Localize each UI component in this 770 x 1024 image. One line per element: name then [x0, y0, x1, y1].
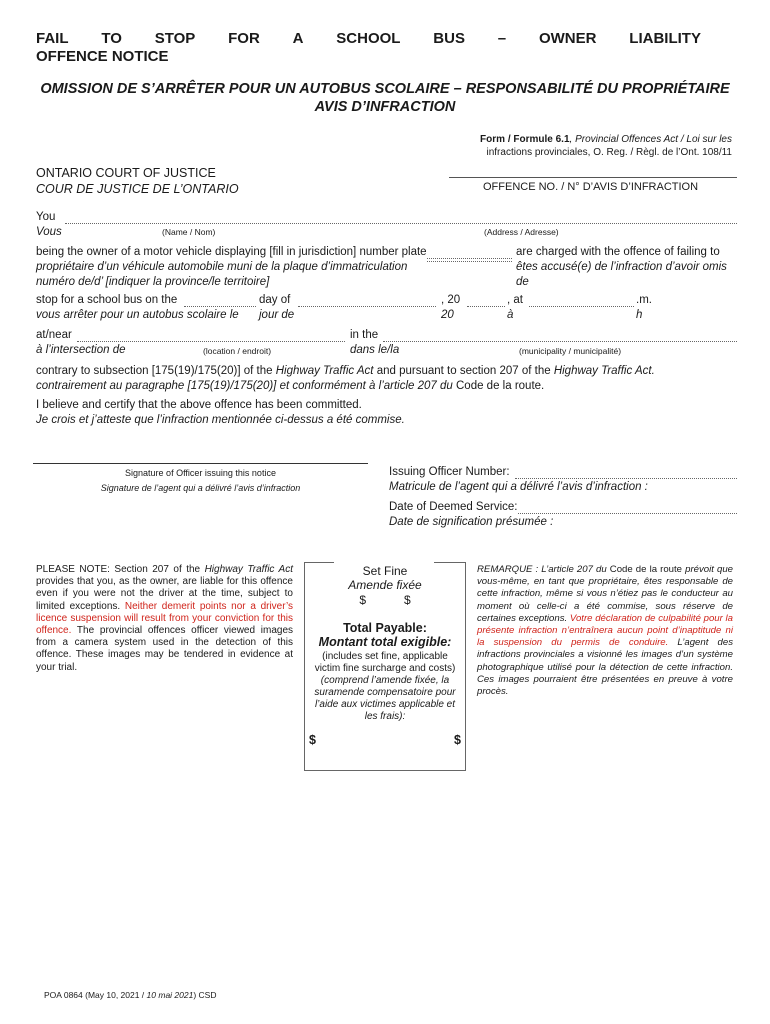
year-label: , 20 20	[441, 294, 461, 321]
french-note: REMARQUE : L’article 207 du Code de la route prévoit que vous-même, en tant que propriétaire, êtes responsable de cette infraction, même si vous n’étiez pas le conducteur au moment où celle-ci a été commise, sous réserve de certaines exceptions. Votre déclaration de culpabilité pour la présente infraction n’entraînera aucun point d’inaptitude ni la suspension du permis de conduire. L’agent des infractions provinciales a visionné les images d’un système photographique utilisé pour la détection de cette infraction. Ces images pourraient être présentées en preuve à votre procès.	[477, 564, 734, 698]
name-caption: (Name / Nom)	[162, 227, 216, 237]
time-unit-label: .m. h	[636, 294, 652, 321]
signature-line[interactable]	[33, 463, 368, 464]
french-title: OMISSION DE S’ARRÊTER POUR UN AUTOBUS SCOLAIRE – RESPONSABILITÉ DU PROPRIÉTAIRE AVIS D’INFRACTION	[40, 81, 730, 115]
total-payable-label: Total Payable:	[343, 621, 427, 635]
municipality-caption: (municipality / municipalité)	[519, 346, 622, 356]
set-fine-label: Set Fine	[362, 564, 408, 578]
english-note: PLEASE NOTE: Section 207 of the Highway Traffic Act provides that you, as the owner, are liable for this offence even if you were not the driver at the time, subject to limited exceptions. Neither demerit points nor a driver’s licence suspension will result from your conviction for this offence. The provincial offences officer viewed images from a camera system used in the detection of this offence. These images may be tendered in evidence at your trial.	[36, 564, 293, 673]
fine-box-top-left	[304, 562, 334, 563]
total-payable-amount[interactable]: $ $	[309, 733, 461, 747]
day-field[interactable]	[184, 293, 256, 307]
stop-label: stop for a school bus on the vous arrêter pour un autobus scolaire le	[36, 294, 239, 321]
year-field[interactable]	[467, 293, 505, 307]
location-label: at/near à l’intersection de	[36, 329, 126, 356]
time-field[interactable]	[529, 293, 634, 307]
time-at-label: , at à	[507, 294, 523, 321]
location-caption: (location / endroit)	[203, 346, 272, 356]
address-caption: (Address / Adresse)	[484, 227, 559, 237]
form-footer: POA 0864 (May 10, 2021 / 10 mai 2021) CSD	[44, 990, 217, 1000]
municipality-field[interactable]	[383, 328, 737, 342]
deemed-service-field[interactable]	[518, 500, 737, 514]
fine-box	[304, 562, 466, 771]
offence-number-label: OFFENCE NO. / N° D’AVIS D’INFRACTION	[483, 181, 699, 193]
english-title-line1: FAIL TO STOP FOR A SCHOOL BUS – OWNER LIABILITY	[36, 30, 701, 47]
you-label: You Vous	[36, 211, 62, 238]
municipality-label: in the dans le/la	[350, 329, 400, 356]
officer-number-label: Issuing Officer Number: Matricule de l’agent qui a délivré l’avis d’infraction :	[389, 466, 648, 493]
day-of-label: day of jour de	[259, 294, 295, 321]
owner-statement: being the owner of a motor vehicle displaying [fill in jurisdiction] number plate propriétaire d’un véhicule automobile muni de la plaque d’immatriculation numéro de/d’ [indiquer la province/le territoire]	[36, 246, 427, 288]
signature-caption: Signature of Officer issuing this notice Signature de l’agent qui a délivré l’avis d’infraction	[100, 468, 301, 493]
officer-number-field[interactable]	[515, 465, 737, 479]
plate-number-field[interactable]	[427, 245, 512, 259]
form-reference: Form / Formule 6.1, Provincial Offences Act / Loi sur les infractions provinciales, O. Reg. / Règl. de l’Ont. 108/11	[480, 134, 732, 158]
location-field[interactable]	[77, 328, 345, 342]
fine-box-top-right	[434, 562, 465, 563]
deemed-service-label: Date of Deemed Service: Date de signification présumée :	[389, 501, 554, 528]
montant-total-label: Montant total exigible:	[318, 635, 452, 649]
offence-number-field[interactable]	[449, 167, 737, 178]
name-address-field[interactable]	[65, 210, 737, 224]
english-title-line2: OFFENCE NOTICE	[36, 48, 169, 65]
set-fine-amount[interactable]: $ $	[359, 593, 411, 607]
charged-statement: are charged with the offence of failing to êtes accusé(e) de l’infraction d’avoir omis de	[516, 246, 727, 288]
certify-statement: I believe and certify that the above offence has been committed. Je crois et j’atteste que l’infraction mentionnée ci-dessus a été commise.	[36, 399, 405, 426]
total-includes-en: (includes set fine, applicable victim fine surcharge and costs)	[314, 651, 456, 674]
amende-fixee-label: Amende fixée	[348, 578, 422, 592]
plate-number-field-2[interactable]	[427, 261, 512, 262]
court-name: ONTARIO COURT OF JUSTICE COUR DE JUSTICE DE L’ONTARIO	[36, 166, 239, 196]
total-includes-fr: (comprend l’amende fixée, la suramende compensatoire pour l’aide aux victimes applicable et les frais):	[314, 675, 456, 722]
contrary-statement: contrary to subsection [175(19)/175(20)] of the Highway Traffic Act and pursuant to section 207 of the Highway Traffic Act. contrairement au paragraphe [175(19)/175(20)] et conformément à l’article 207 du Code de la route.	[36, 365, 655, 392]
month-field[interactable]	[298, 293, 436, 307]
